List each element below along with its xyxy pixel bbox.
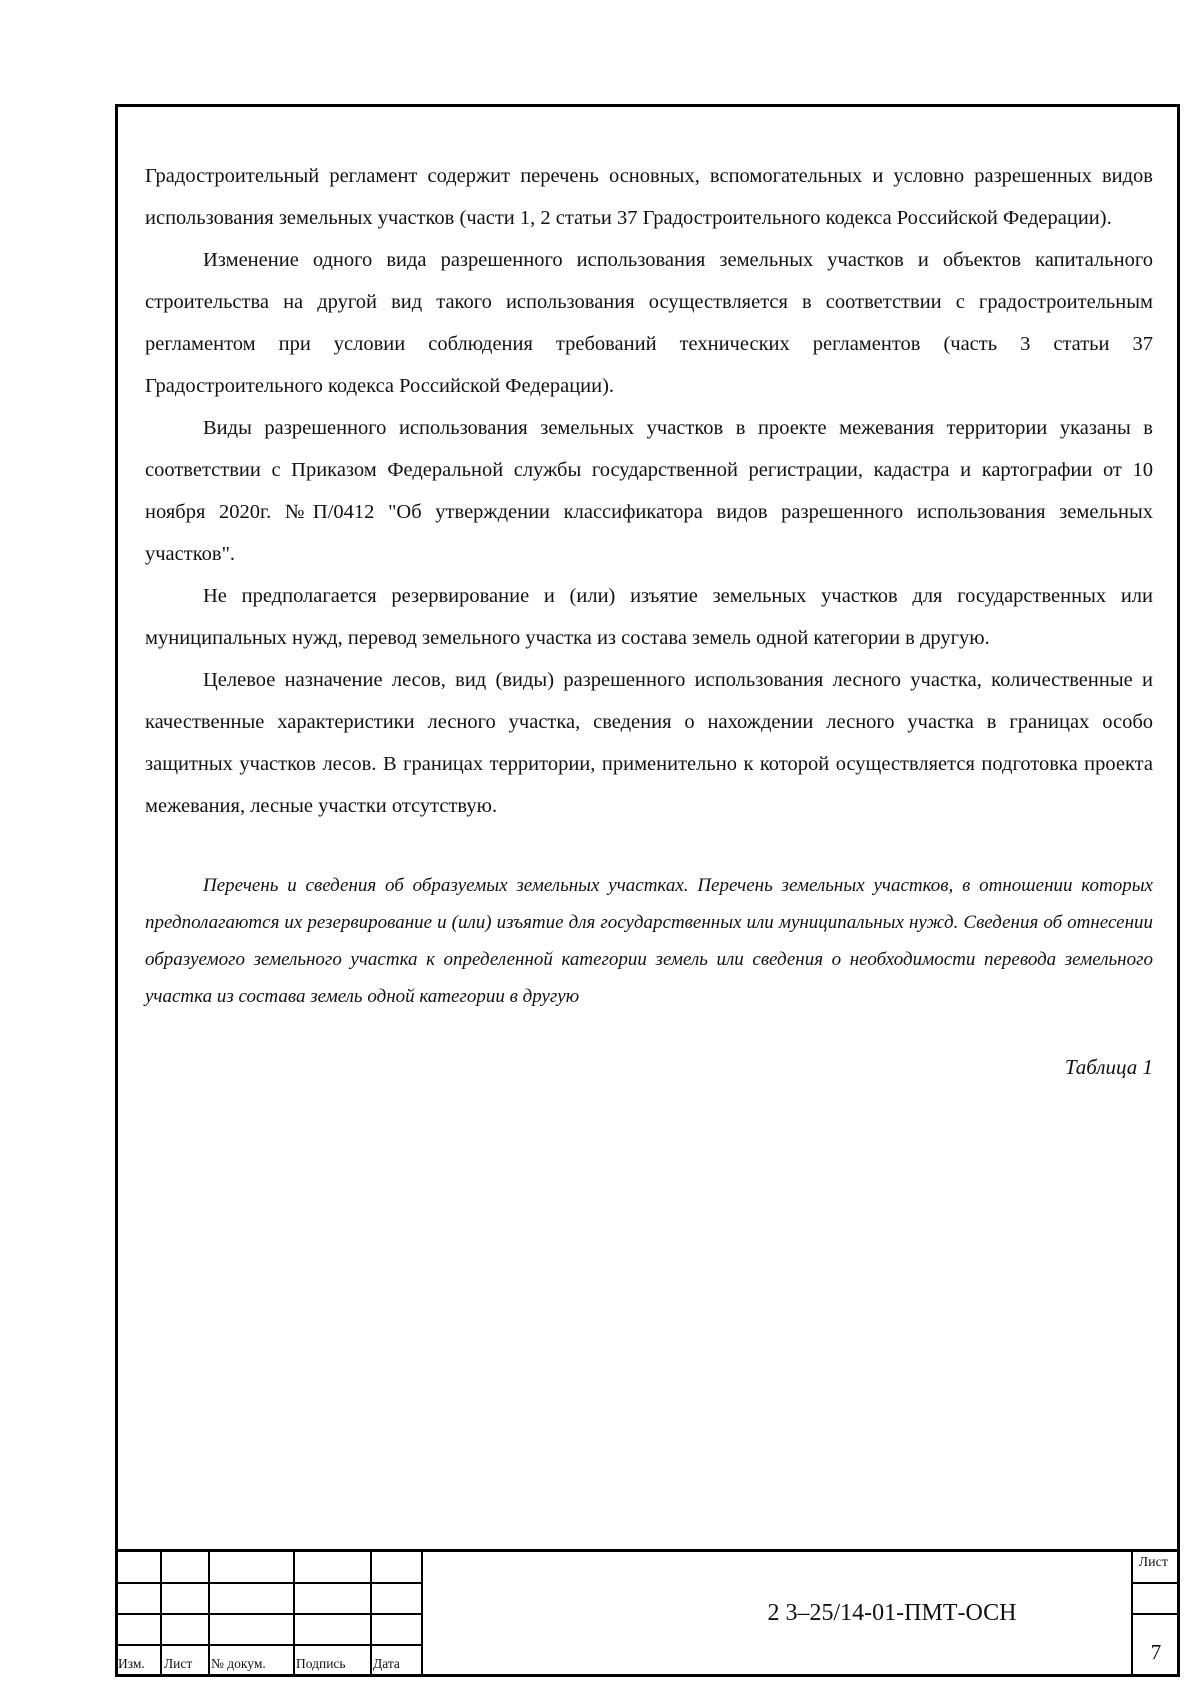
sheet-number: 7	[1150, 1640, 1162, 1664]
section-heading-italic: Перечень и сведения об образуемых земельных участках. Перечень земельных участков, в отношении которых предполагаются их резервирование и (или) изъятие для государственных или муниципальных нужд. Сведения об отнесении образуемого земельного участка к определенной категории земель или сведения о необходимости перевода земельного участка из состава земель одной категории в другую	[145, 875, 1153, 1007]
stamp-label-izm: Изм.	[118, 1656, 145, 1671]
table-caption: Таблица 1	[1064, 1055, 1153, 1079]
stamp-label-date: Дата	[373, 1656, 400, 1671]
stamp-grid-line	[421, 1552, 423, 1677]
paragraph-4: Не предполагается резервирование и (или) изъятие земельных участков для государственных или муниципальных нужд, перевод земельного участка из состава земель одной категории в другую.	[145, 585, 1153, 649]
stamp-grid-line	[370, 1552, 372, 1677]
paragraph-2: Изменение одного вида разрешенного использования земельных участков и объектов капитального строительства на другой вид такого использования осуществляется в соответствии с градостроительным регламентом при условии соблюдения требований технических регламентов (часть 3 статьи 37 Градостроительного кодекса Российской Федерации).	[145, 249, 1153, 397]
stamp-label-signature: Подпись	[296, 1656, 346, 1671]
stamp-grid-line	[293, 1552, 295, 1677]
title-block	[115, 1549, 1180, 1677]
stamp-label-list: Лист	[164, 1656, 193, 1671]
stamp-grid-line	[1131, 1582, 1180, 1584]
document-body	[145, 155, 1153, 1080]
stamp-grid-line	[160, 1552, 162, 1677]
stamp-label-doc: № докум.	[211, 1656, 266, 1671]
sheet-label: Лист	[1138, 1555, 1168, 1570]
stamp-grid-line	[208, 1552, 210, 1677]
paragraph-3: Виды разрешенного использования земельных участков в проекте межевания территории указаны в соответствии с Приказом Федеральной службы государственной регистрации, кадастра и картографии от 10 ноября 2020г. №П/0412 "Об утверждении классификатора видов разрешенного использования земельных участков".	[145, 417, 1153, 565]
paragraph-1: Градостроительный регламент содержит перечень основных, вспомогательных и условно разрешенных видов использования земельных участков (части 1, 2 статьи 37 Градостроительного кодекса Российской Федерации).	[145, 165, 1153, 229]
paragraph-5: Целевое назначение лесов, вид (виды) разрешенного использования лесного участка, количественные и качественные характеристики лесного участка, сведения о нахождении лесного участка в границах особо защитных участков лесов. В границах территории, применительно к которой осуществляется подготовка проекта межевания, лесные участки отсутствую.	[145, 669, 1153, 817]
document-code: 2 3–25/14-01-ПМТ-ОСН	[767, 1600, 1017, 1626]
